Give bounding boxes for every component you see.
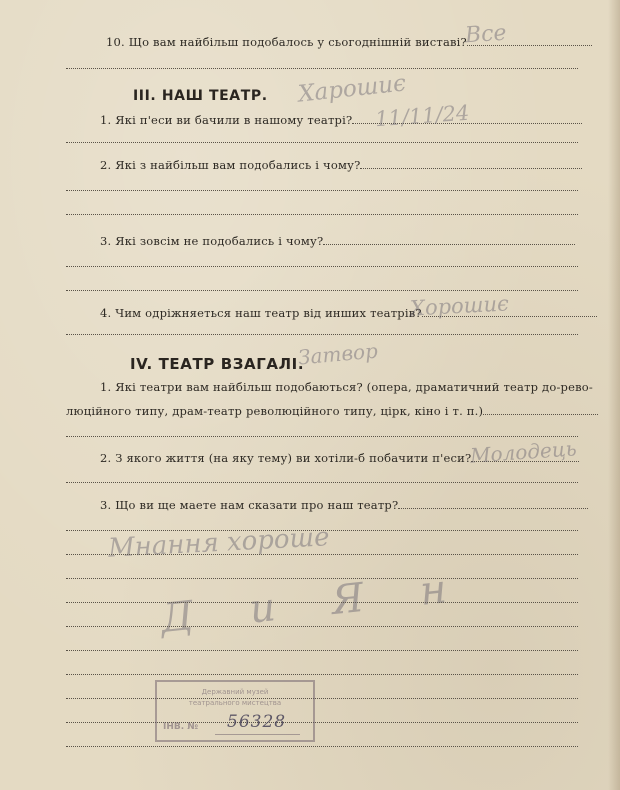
handwritten-answer-s3-q1: Харошиє [296,70,408,108]
section-4-question-3 [100,498,588,512]
section-4-heading: IV. ТЕАТР ВЗАГАЛІ. [130,355,305,373]
section-4-question-1-line-2 [66,404,598,418]
section-3-heading: III. НАШ ТЕАТР. [133,88,268,104]
answer-line [66,334,578,335]
question-text: люційного типу, драм-театр революційного типу, цірк, кіно і т. п.) [66,404,484,418]
answer-line [66,746,578,747]
answer-line [66,698,578,699]
answer-line [66,674,578,675]
answer-line [66,602,578,603]
answer-line [66,722,578,723]
answer-line [66,68,578,69]
handwritten-answer-s4-q2: Молодець [469,436,578,468]
question-text: 4. Чим одріжняеться наш театр від инших театрів? [100,306,422,320]
section-4-question-1-line-1: 1. Які театри вам найбільш подобаються? (опера, драматичний театр до-рево- [100,380,593,394]
handwritten-answer-q10: Все [464,20,508,49]
stamp-inventory-label: ІНВ. № [163,722,199,732]
answer-line [66,214,578,215]
handwritten-answer-s4-q3-line-1: Мнання хороше [107,522,331,564]
section-3-question-3 [100,234,575,248]
paper-edge-shadow [608,0,620,790]
stamp-line-2: театрального мистецтва [188,699,282,707]
handwritten-answer-s4-q3-line-2: Д и Я н [158,563,471,643]
answer-line [66,650,578,651]
question-text: 2. З якого життя (на яку тему) ви хотіли-б побачити п'еси? [100,451,472,465]
section-3-question-1 [100,113,582,127]
answer-line [66,142,578,143]
question-text: 1. Які п'еси ви бачили в нашому театрі? [100,113,353,127]
answer-line [66,482,578,483]
question-text: 3. Які зовсім не подобались і чому? [100,234,324,248]
answer-line [66,554,578,555]
question-10 [106,35,592,49]
answer-line [66,436,578,437]
answer-fill-line [398,507,588,509]
answer-line [66,626,578,627]
answer-fill-line [360,167,582,169]
answer-fill-line [323,243,575,245]
question-10-text: 10. Що вам найбільш подобалось у сьогоднішній виставі? [106,35,467,49]
handwritten-note-s4: Затвор [297,338,379,370]
handwritten-date-s3-q1: 11/11/24 [374,100,471,132]
museum-inventory-stamp [155,680,315,742]
answer-line [66,266,578,267]
answer-line [66,190,578,191]
section-3-question-2 [100,158,582,172]
stamp-line-1: Державний музей [201,688,269,696]
handwritten-answer-s3-q4: Хорошиє [409,291,510,321]
stamp-inventory-number: 56328 [227,712,287,732]
section-3-question-4 [100,306,597,320]
stamp-number-underline [215,734,300,735]
answer-fill-line [483,413,598,415]
question-text: 2. Які з найбільш вам подобались і чому? [100,158,361,172]
question-text: 3. Що ви ще маете нам сказати про наш театр? [100,498,399,512]
